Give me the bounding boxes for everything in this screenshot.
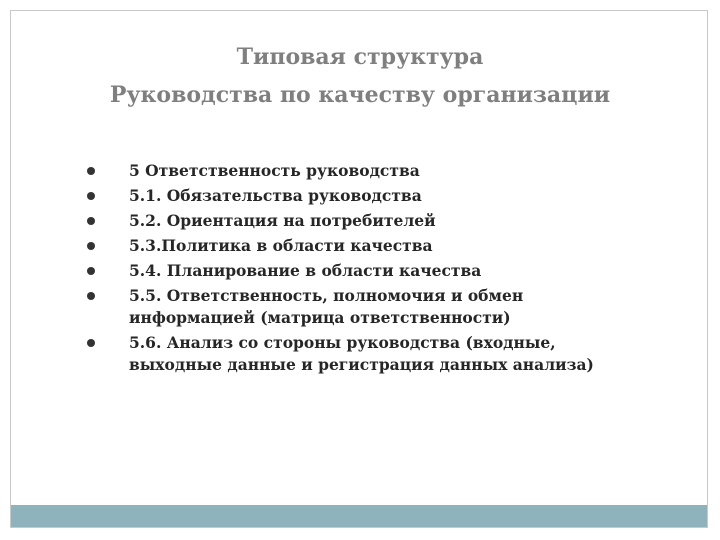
bullet-text: 5.4. Планирование в области качества	[129, 261, 482, 280]
bullet-item	[82, 330, 652, 377]
bullet-item	[82, 208, 652, 233]
bullet-dot-icon	[87, 167, 95, 175]
bullet-text: 5.2. Ориентация на потребителей	[129, 211, 436, 230]
bullet-text: 5.3.Политика в области качества	[129, 236, 433, 255]
bullet-dot-icon	[87, 192, 95, 200]
bullet-item	[82, 183, 652, 208]
bullet-item	[82, 258, 652, 283]
slide-title-line-2: Руководства по качеству организации	[109, 82, 611, 108]
bullet-item	[82, 233, 652, 258]
bullet-item	[82, 283, 652, 330]
bullet-text: 5.5. Ответственность, полномочия и обмен информацией (матрица ответственности)	[129, 286, 524, 327]
bullet-dot-icon	[87, 267, 95, 275]
bullet-dot-icon	[87, 217, 95, 225]
bullet-text: 5.6. Анализ со стороны руководства (входные, выходные данные и регистрация данных анализа)	[129, 333, 594, 374]
bullet-text: 5.1. Обязательства руководства	[129, 186, 422, 205]
slide-title-line-1: Типовая структура	[236, 44, 484, 70]
bullet-dot-icon	[87, 339, 95, 347]
bullet-dot-icon	[87, 242, 95, 250]
bullet-dot-icon	[87, 292, 95, 300]
footer-bar	[11, 505, 707, 527]
bullet-list	[82, 158, 652, 377]
bullet-item	[82, 158, 652, 183]
bullet-text: 5 Ответственность руководства	[129, 161, 420, 180]
